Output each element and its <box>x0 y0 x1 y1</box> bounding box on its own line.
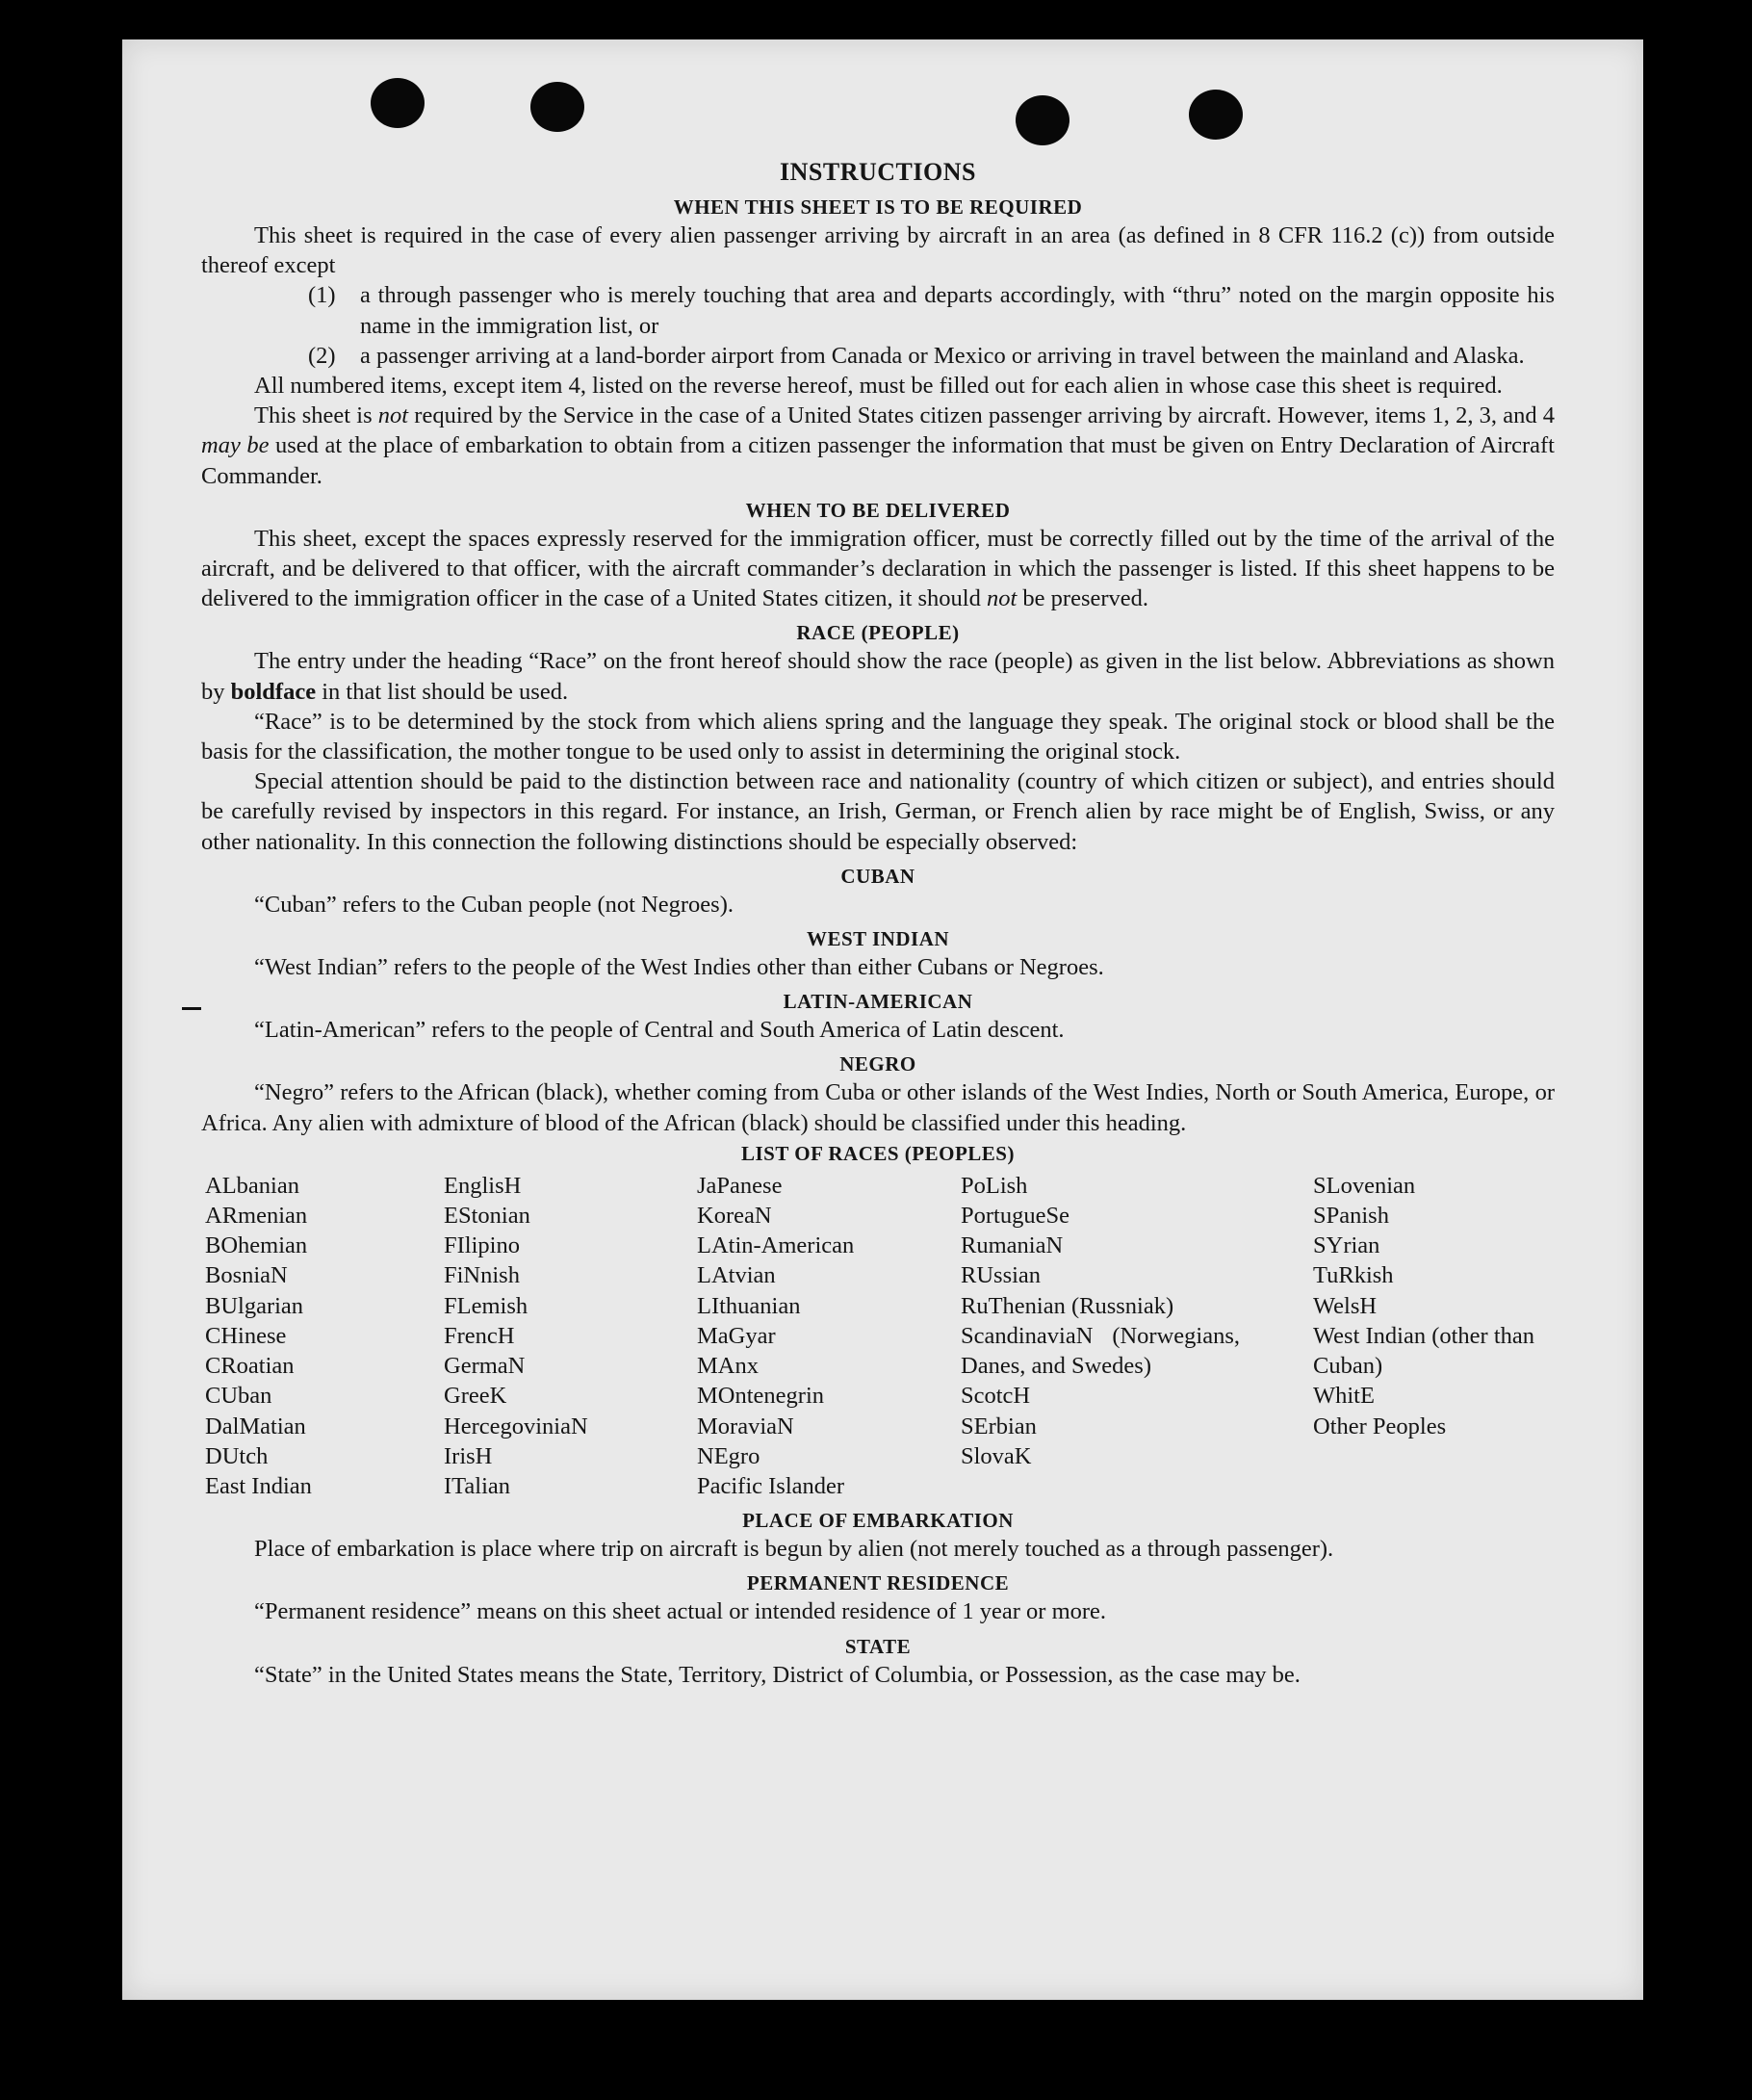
section-title-list-of-races: LIST OF RACES (PEOPLES) <box>741 1141 1015 1165</box>
exception-item <box>201 280 1555 340</box>
section-title-negro: NEGRO <box>839 1052 916 1076</box>
race-entry: GreeK <box>444 1383 507 1410</box>
document-page <box>122 39 1643 2000</box>
race-entry: East Indian <box>205 1472 312 1499</box>
race-entry: ARmenian <box>205 1203 308 1230</box>
race-entry: CHinese <box>205 1322 287 1349</box>
race-entry: CUban <box>205 1383 272 1410</box>
numbered-items-paragraph: All numbered items, except item 4, listed on the reverse hereof, must be filled out for each alien in whose case this sheet is required. <box>254 373 1503 400</box>
race-entry: Other Peoples <box>1313 1413 1447 1439</box>
race-paragraph-2: “Race” is to be determined by the stock from which aliens spring and the language they speak. The original stock or blood shall be the basis for the classification, the mother tongue to be used only to assist in determining the original stock. <box>201 708 1555 765</box>
race-entry: LAtin-American <box>697 1232 855 1259</box>
race-entry: RUssian <box>961 1262 1042 1289</box>
race-column-3 <box>697 1171 961 1501</box>
race-entry: MaGyar <box>697 1322 776 1349</box>
race-entry: FiNnish <box>444 1262 520 1289</box>
latin-american-definition: “Latin-American” refers to the people of Central and South America of Latin descent. <box>254 1017 1065 1044</box>
item-number: (1) <box>308 282 336 309</box>
section-title-cuban: CUBAN <box>840 864 915 888</box>
race-entry: SYrian <box>1313 1232 1380 1259</box>
race-entry: SLovenian <box>1313 1172 1416 1199</box>
race-list <box>205 1171 1555 1501</box>
race-entry: EStonian <box>444 1203 530 1230</box>
race-entry: TuRkish <box>1313 1262 1394 1289</box>
race-entry: PortugueSe <box>961 1203 1069 1230</box>
race-entry: SlovaK <box>961 1442 1032 1469</box>
race-entry: KoreaN <box>697 1203 772 1230</box>
race-entry: GermaN <box>444 1353 526 1380</box>
page-title: INSTRUCTIONS <box>780 158 976 186</box>
race-entry: West Indian (other than Cuban) <box>1313 1322 1535 1380</box>
item-text: a passenger arriving at a land-border airport from Canada or Mexico or arriving in travel between the mainland and Alaska. <box>360 342 1525 369</box>
race-entry: SPanish <box>1313 1203 1389 1230</box>
cuban-definition: “Cuban” refers to the Cuban people (not Negroes). <box>254 891 734 918</box>
race-column-2 <box>444 1171 697 1501</box>
race-entry: EnglisH <box>444 1172 522 1199</box>
embarkation-definition: Place of embarkation is place where trip on aircraft is begun by alien (not merely touched as a through passenger). <box>254 1536 1334 1563</box>
west-indian-definition: “West Indian” refers to the people of the West Indies other than either Cubans or Negroes. <box>254 954 1104 981</box>
item-number: (2) <box>308 342 336 369</box>
race-column-4 <box>961 1171 1313 1501</box>
race-entry: JaPanese <box>697 1172 783 1199</box>
section-title-race: RACE (PEOPLE) <box>796 621 960 645</box>
citizen-paragraph: This sheet is not required by the Service in the case of a United States citizen passenger arriving by aircraft. However, items 1, 2, 3, and 4 may be used at the place of embarkation to obtain from a citizen passenger the information that must be given on Entry Declaration of Aircraft Commander. <box>201 402 1556 489</box>
negro-definition: “Negro” refers to the African (black), whether coming from Cuba or other islands of the West Indies, North or South America, Europe, or Africa. Any alien with admixture of blood of the African (black) should be classified under this heading. <box>201 1079 1555 1136</box>
race-entry: ITalian <box>444 1472 511 1499</box>
race-entry: MOntenegrin <box>697 1383 824 1410</box>
race-column-1 <box>205 1171 444 1501</box>
item-text: a through passenger who is merely touching that area and departs accordingly, with “thru” noted on the margin opposite his name in the immigration list, or <box>360 282 1555 339</box>
race-entry: FLemish <box>444 1292 528 1319</box>
race-entry: RumaniaN <box>961 1232 1064 1259</box>
race-entry: LIthuanian <box>697 1292 801 1319</box>
section-title-residence: PERMANENT RESIDENCE <box>746 1571 1010 1595</box>
race-entry: DalMatian <box>205 1413 306 1439</box>
residence-definition: “Permanent residence” means on this sheet actual or intended residence of 1 year or more. <box>254 1598 1107 1625</box>
race-entry: WhitE <box>1313 1383 1375 1410</box>
race-entry: PoLish <box>961 1172 1028 1199</box>
section-title-when-required: WHEN THIS SHEET IS TO BE REQUIRED <box>673 195 1083 219</box>
race-paragraph-1: The entry under the heading “Race” on the front hereof should show the race (people) as given in the list below. Abbreviations as shown by boldface in that list should be used. <box>201 648 1555 705</box>
section-title-when-delivered: WHEN TO BE DELIVERED <box>745 498 1011 522</box>
race-entry: MoraviaN <box>697 1413 794 1439</box>
race-entry: CRoatian <box>205 1353 295 1380</box>
section-title-state: STATE <box>844 1634 912 1658</box>
race-entry: SErbian <box>961 1413 1037 1439</box>
race-entry: ScotcH <box>961 1383 1031 1410</box>
required-intro: This sheet is required in the case of every alien passenger arriving by aircraft in an area (as defined in 8 CFR 116.2 (c)) from outside thereof except <box>201 222 1555 279</box>
section-title-west-indian: WEST INDIAN <box>806 927 950 951</box>
section-title-embarkation: PLACE OF EMBARKATION <box>742 1509 1014 1533</box>
exception-item <box>201 341 1555 371</box>
race-paragraph-3: Special attention should be paid to the distinction between race and nationality (country of which citizen or subject), and entries should be carefully revised by inspectors in this regard. For instance, an Irish, German, or French alien by race might be of English, Swiss, or any other nationality. In this connection the following distinctions should be especially observed: <box>201 768 1555 855</box>
race-entry: FIlipino <box>444 1232 520 1259</box>
margin-mark <box>182 1007 201 1010</box>
race-entry: ALbanian <box>205 1172 299 1199</box>
race-entry: LAtvian <box>697 1262 776 1289</box>
race-entry: BOhemian <box>205 1232 308 1259</box>
race-entry: BUlgarian <box>205 1292 304 1319</box>
race-entry: IrisH <box>444 1442 493 1469</box>
section-title-latin-american: LATIN-AMERICAN <box>783 990 973 1014</box>
race-entry: HercegoviniaN <box>444 1413 588 1439</box>
race-entry: WelsH <box>1313 1292 1378 1319</box>
race-entry: Pacific Islander <box>697 1472 845 1499</box>
race-entry: DUtch <box>205 1442 269 1469</box>
race-entry: FrencH <box>444 1322 515 1349</box>
delivered-paragraph: This sheet, except the spaces expressly reserved for the immigration officer, must be correctly filled out by the time of the arrival of the aircraft, and be delivered to that officer, with the aircraft commander’s declaration in which the passenger is listed. If this sheet happens to be delivered to the immigration officer in the case of a United States citizen, it should not be preserved. <box>201 525 1555 612</box>
instructions-body <box>201 117 1555 1690</box>
race-entry: MAnx <box>697 1353 759 1380</box>
race-entry: ScandinaviaN (Norwegians, Danes, and Swedes) <box>961 1322 1240 1380</box>
race-entry: RuThenian (Russniak) <box>961 1292 1174 1319</box>
state-definition: “State” in the United States means the State, Territory, District of Columbia, or Possession, as the case may be. <box>254 1661 1301 1688</box>
race-column-5 <box>1313 1171 1559 1501</box>
race-entry: BosniaN <box>205 1262 288 1289</box>
race-entry: NEgro <box>697 1442 760 1469</box>
